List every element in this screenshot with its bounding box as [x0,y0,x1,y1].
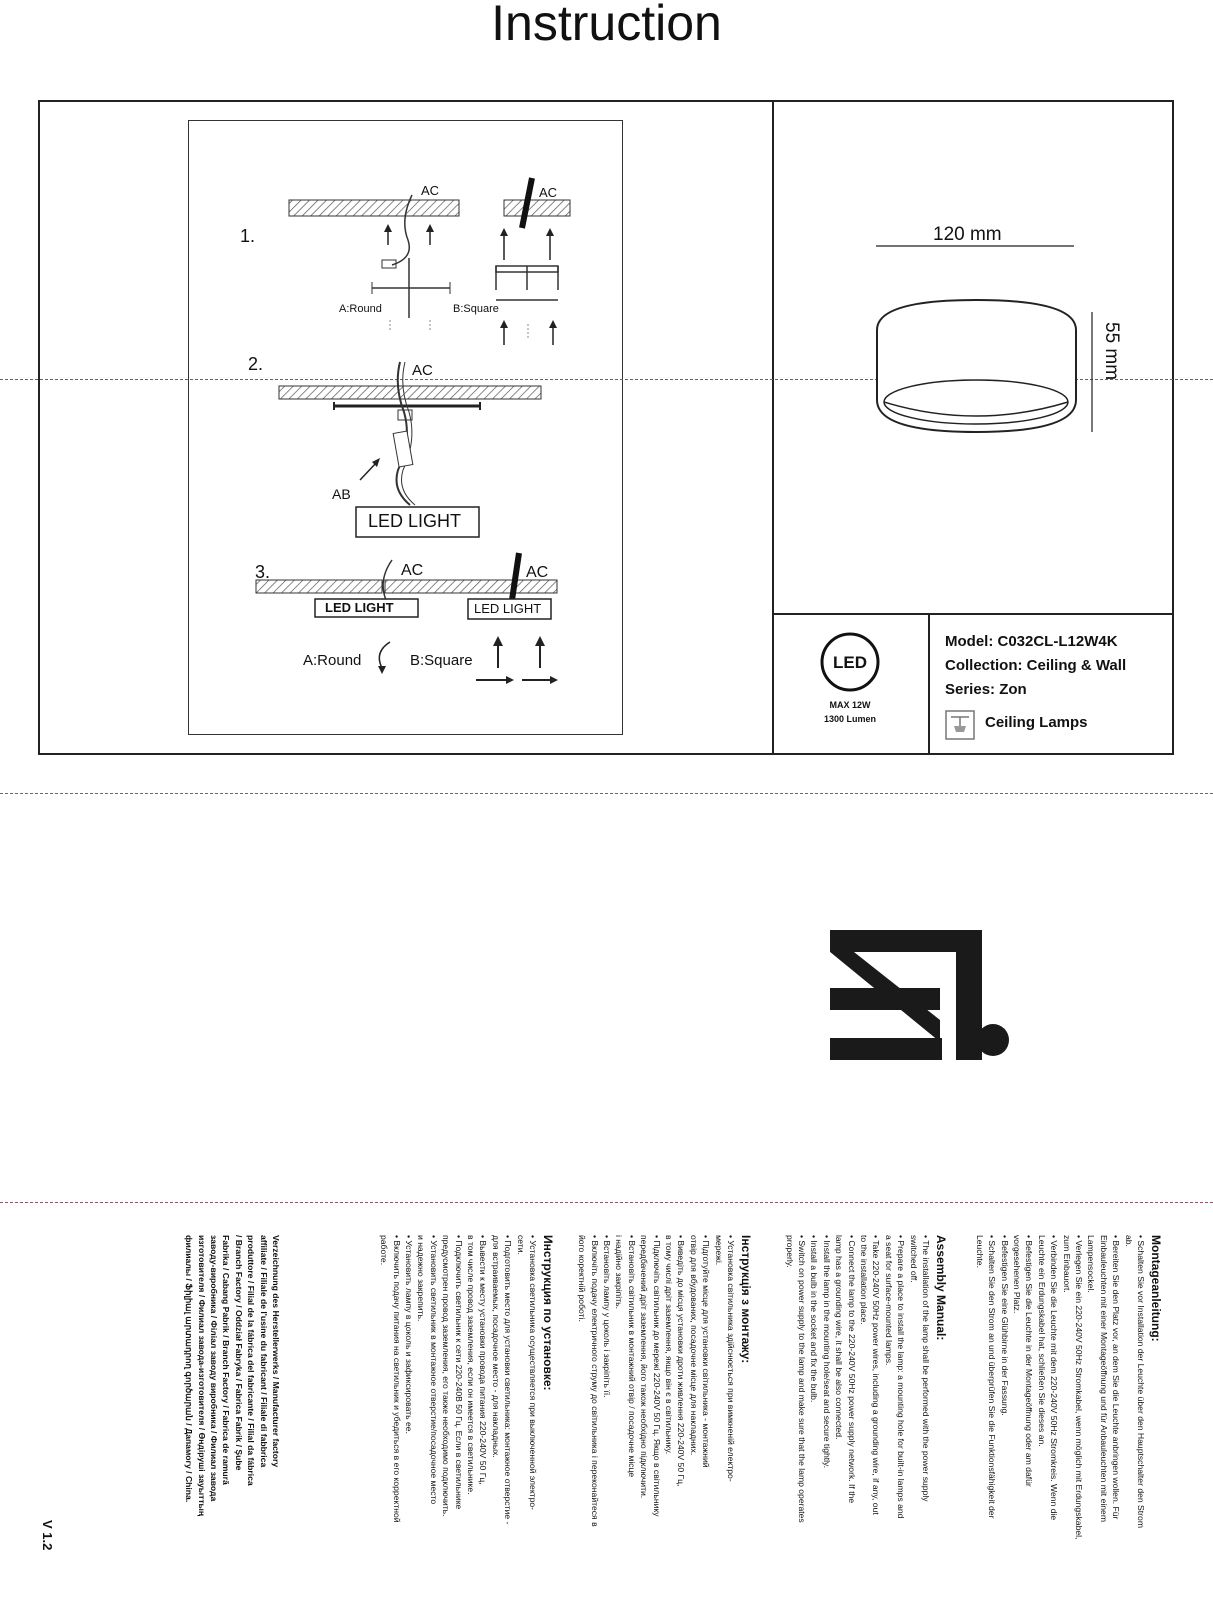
product-category: Ceiling Lamps [985,714,1088,731]
led-light-label: LED LIGHT [368,511,462,531]
manual-uk: Інструкція з монтажу: • Установка світильника здійснюється при вимкненій електро- мережі. • Підготуйте місце для установки світильника - монтажний отвір для вбудованих, посадочне місце для накладних. • Виведіть до місця установки дроти живлення 220-240V 50 Гц, в тому числі дріт заземлення, якщо він є в світильнику. • Підключіть світильник до мережі 220-240V 50 Гц. Якщо в світильнику передбачений дріт заземлення, його також необхідно підключити. • Встановіть світильник в монтажний отвір / посадочне місце і надійно закріпіть. • Встановіть лампу у цоколь і закріпіть її. • Включіть подачу електричного струму до світильника і переконайтеся в його коректній роботі. [577,1235,753,1527]
fold-line-top [0,793,1213,794]
width-dimension: 120 mm [933,224,1002,245]
manual-en: Assembly Manual: • The installation of the lamp shall be performed with the power supply switched off. • Prepare a place to install the lamp: a mounting hole for built-in lamps and a seat for surface-mounted lamps. • Take 220-240V 50Hz power wires, including a grounding wire, if any, out to the installation place. • Connect the lamp to the 220-240V 50Hz power supply network. If the lamp has a grounding wire, it shall be also connected. • Install the lamp in the mounting hole/seat and secure tightly. • Install a bulb in the socket and fix the bulb. • Switch on power supply to the lamp and make sure that the lamp operates properly. [784,1235,948,1523]
brand-logo-icon [828,930,1018,1080]
page-title: Instruction [491,0,722,51]
product-series: Series: Zon [945,681,1027,698]
manual-ru-title: Инструкция по установке: [541,1235,555,1391]
a-round-label: A:Round [303,652,362,669]
manual-de: Montageanleitung: • Schalten Sie vor Installation der Leuchte über den Hauptschalter den Strom ab. • Bereiten Sie den Platz vor, an dem Sie die Leuchte anbringen wollen. Für Einbauleuchten mit einer Montageöffnung und für Anbauleuchten mit einem Lampensockel. • Verlegen Sie ein 220-240V 50Hz Stromkabel, wenn möglich mit Erdungskabel, zum Einbauort. • Verbinden Sie die Leuchte mit dem 220-240V 50Hz Stromkreis. Wenn die Leuchte ein Erdungskabel hat, schließen Sie dieses an. • Befestigen Sie die Leuchte in der Montageöffnung oder am dafür vorgesehenen Platz. • Befestigen Sie eine Glühbirne in der Fassung. • Schalten Sie den Strom an und überprüfen Sie die Funktionsfähigkeit der Leuchte. [974,1235,1163,1540]
b-square-label: B:Square [453,303,499,315]
ceiling-lamp-icon [945,710,975,740]
led-icon [820,632,880,692]
led-light-label: LED LIGHT [325,600,394,615]
b-square-label: B:Square [410,652,473,669]
manufacturer-factory: Verzeichnung des Herstellerwerks / Manufacturer factory affiliate / Filiale de l'usine du fabricant / Filiale di fabbrica produttore / Filial de la fábrica del fabricante / Filial da fábrica / Branch Factory / Oddział Fabryka / Fabrica Fabrik / Şube Fabrika / Cabang Pabrik / Branch Factory / Fabrica de ramură заводу-виробника / Філіал заводу виробника / Филиал завода изготовителя / Филиал завода-изготовителя / Өндіруші зауыттың филиалы / Ֆիլիալ արտադրող գործարան / Дапамогу / China. [184,1235,281,1517]
version-label: V 1.2 [40,1520,55,1551]
ac-label: AC [412,362,433,379]
ac-label: AC [401,562,424,579]
ac-label: AC [539,185,558,200]
product-model: Model: C032CL-L12W4K [945,633,1118,650]
a-round-label: A:Round [339,303,382,315]
led-lumen: 1300 Lumen [823,714,877,724]
led-light-label: LED LIGHT [474,601,542,616]
manual-en-title: Assembly Manual: [934,1235,948,1341]
ac-label: AC [526,564,549,581]
step-1-label: 1. [240,226,256,246]
step-3-label: 3. [255,562,271,582]
step-2-label: 2. [248,354,264,374]
led-badge-label: LED [833,653,867,672]
ab-label: AB [332,486,351,502]
manual-ru: Инструкция по установке: • Установка светильника осуществляется при выключенной электро- сети. • Подготовить место для установки светильника: монтажное отверстие - для встраиваемых, посадочное место - для накладных. • Вывести к месту установки провода питания 220-240V 50 Гц, в том числе провод заземления, если он имеется в светильнике. • Подключить светильник к сети 220-240В 50 Гц. Если в светильнике предусмотрен провод заземления, его также необходимо подключить. • Установить светильник в монтажное отверстие/посадочное место и надежно закрепить. • Установить лампу в цоколь и зафиксировать ее. • Включить подачу питания на светильник и убедиться в его корректной работе. [379,1235,555,1525]
ac-label: AC [421,183,440,198]
manual-de-title: Montageanleitung: [1149,1235,1163,1342]
product-collection: Collection: Ceiling & Wall [945,657,1127,674]
led-max-power: MAX 12W [829,700,871,710]
height-dimension: 55 mm [1101,322,1122,381]
manual-uk-title: Інструкція з монтажу: [739,1235,753,1364]
fold-line-bottom [0,1202,1213,1203]
